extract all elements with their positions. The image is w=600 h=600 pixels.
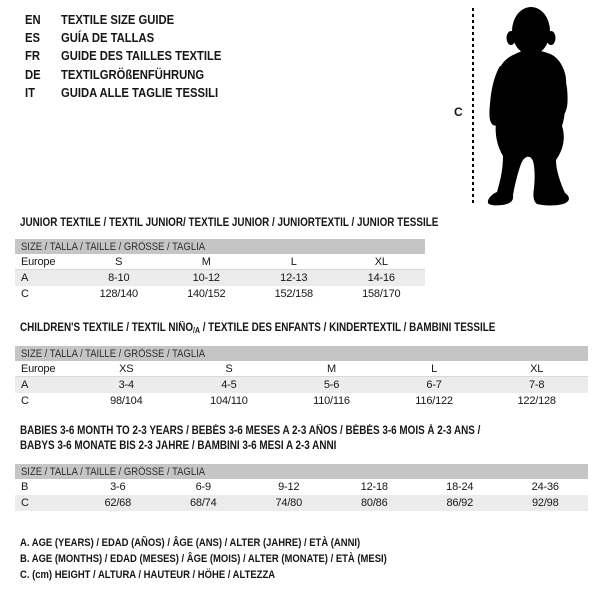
row-label: C	[21, 497, 29, 509]
children-size-table	[15, 346, 588, 409]
footnote-legend	[20, 537, 447, 585]
table-cell: 6-7	[426, 379, 442, 391]
language-row	[25, 11, 221, 29]
toddler-silhouette-icon	[484, 4, 590, 206]
table-cell: S	[115, 255, 123, 268]
section-title-line2: BABYS 3-6 MONATE BIS 2-3 JAHRE / BAMBINI 3-6 MESI A 2-3 ANNI	[20, 440, 337, 452]
table-cell: XS	[119, 362, 134, 375]
row-label: C	[21, 288, 29, 300]
language-title: TEXTILE SIZE GUIDE	[61, 13, 175, 28]
table-cell: 7-8	[529, 379, 545, 391]
language-row	[25, 29, 221, 47]
row-label: Europe	[21, 255, 56, 268]
language-code: EN	[25, 13, 41, 28]
table-cell: 3-6	[110, 481, 126, 493]
table-cell: M	[201, 255, 211, 268]
table-cell: XL	[374, 255, 388, 268]
footnote-b: B. AGE (MONTHS) / EDAD (MESES) / ÂGE (MOIS) / ALTER (MONATE) / ETÀ (MESI)	[20, 553, 387, 565]
language-code: ES	[25, 31, 41, 46]
language-list	[25, 11, 221, 102]
table-row-age	[15, 377, 588, 393]
table-row-europe	[15, 254, 425, 270]
row-label: C	[21, 395, 29, 407]
table-row-months	[15, 479, 588, 495]
row-label: Europe	[21, 362, 56, 375]
table-cell: 4-5	[221, 379, 237, 391]
table-cell: 68/74	[189, 497, 217, 509]
table-cell: 6-9	[195, 481, 211, 493]
table-cell: 140/152	[187, 288, 226, 300]
height-measure-label	[454, 105, 463, 119]
table-cell: S	[225, 362, 233, 375]
language-code: DE	[25, 67, 41, 82]
size-header-label: SIZE / TALLA / TAILLE / GRÖSSE / TAGLIA	[21, 465, 206, 478]
measure-letter: C	[454, 105, 463, 119]
language-title: GUIDA ALLE TAGLIE TESSILI	[61, 85, 219, 100]
language-title: GUÍA DE TALLAS	[61, 31, 155, 46]
table-cell: L	[290, 255, 297, 268]
size-header-label: SIZE / TALLA / TAILLE / GRÖSSE / TAGLIA	[21, 347, 206, 360]
row-label: A	[21, 272, 29, 284]
table-row-height	[15, 495, 588, 511]
section-title-line1: BABIES 3-6 MONTH TO 2-3 YEARS / BEBÉS 3-6 MESES A 2-3 AÑOS / BÉBÉS 3-6 MOIS À 2-3 ANS /	[20, 425, 481, 437]
table-cell: 98/104	[110, 395, 143, 407]
table-cell: 24-36	[531, 481, 559, 493]
table-header-bar	[15, 346, 588, 361]
table-cell: 158/170	[362, 288, 401, 300]
table-cell: 14-16	[367, 272, 395, 284]
table-cell: 80/86	[360, 497, 388, 509]
section-title-babies	[20, 424, 555, 454]
table-cell: 9-12	[278, 481, 300, 493]
table-cell: 18-24	[446, 481, 474, 493]
junior-size-table	[15, 239, 425, 302]
footnote-c: C. (cm) HEIGHT / ALTURA / HAUTEUR / HÖHE / ALTEZZA	[20, 569, 276, 581]
row-label: B	[21, 481, 29, 493]
table-cell: 62/68	[104, 497, 132, 509]
table-cell: 152/158	[274, 288, 313, 300]
language-title: TEXTILGRÖßENFÜHRUNG	[61, 67, 205, 82]
table-cell: 104/110	[210, 395, 248, 407]
language-row	[25, 84, 221, 102]
table-row-height	[15, 286, 425, 302]
table-row-height	[15, 393, 588, 409]
table-header-bar	[15, 464, 588, 479]
table-cell: 110/116	[313, 395, 350, 407]
table-cell: 5-6	[323, 379, 340, 391]
section-title-junior	[20, 216, 506, 231]
table-cell: 122/128	[517, 395, 556, 407]
table-cell: 10-12	[192, 272, 220, 284]
table-header-bar	[15, 239, 425, 254]
section-title-text: JUNIOR TEXTILE / TEXTIL JUNIOR/ TEXTILE JUNIOR / JUNIORTEXTIL / JUNIOR TESSILE	[20, 217, 439, 229]
language-row	[25, 66, 221, 84]
section-title-children	[20, 321, 573, 338]
table-cell: 3-4	[118, 379, 134, 391]
table-cell: 128/140	[99, 288, 138, 300]
height-measure-dotted-line	[472, 8, 474, 206]
language-code: IT	[25, 85, 35, 100]
row-label: A	[21, 379, 29, 391]
language-code: FR	[25, 49, 41, 64]
section-title-text: CHILDREN'S TEXTILE / TEXTIL NIÑO/A / TEXTILE DES ENFANTS / KINDERTEXTIL / BAMBINI TESSILE	[20, 322, 496, 335]
table-cell: 92/98	[531, 497, 559, 509]
title-subscript: /A	[193, 326, 200, 335]
babies-size-table	[15, 464, 588, 511]
table-cell: 8-10	[108, 272, 130, 284]
table-cell: L	[431, 362, 438, 375]
table-cell: 116/122	[415, 395, 453, 407]
language-row	[25, 47, 221, 65]
table-row-age	[15, 270, 425, 286]
table-cell: XL	[530, 362, 544, 375]
size-header-label: SIZE / TALLA / TAILLE / GRÖSSE / TAGLIA	[21, 240, 206, 253]
table-cell: 12-13	[280, 272, 308, 284]
table-cell: 12-18	[360, 481, 388, 493]
table-cell: M	[327, 362, 336, 375]
table-cell: 86/92	[446, 497, 474, 509]
table-cell: 74/80	[275, 497, 303, 509]
table-row-europe	[15, 361, 588, 377]
language-title: GUIDE DES TAILLES TEXTILE	[61, 49, 222, 64]
footnote-a: A. AGE (YEARS) / EDAD (AÑOS) / ÂGE (ANS) / ALTER (JAHRE) / ETÀ (ANNI)	[20, 537, 361, 549]
